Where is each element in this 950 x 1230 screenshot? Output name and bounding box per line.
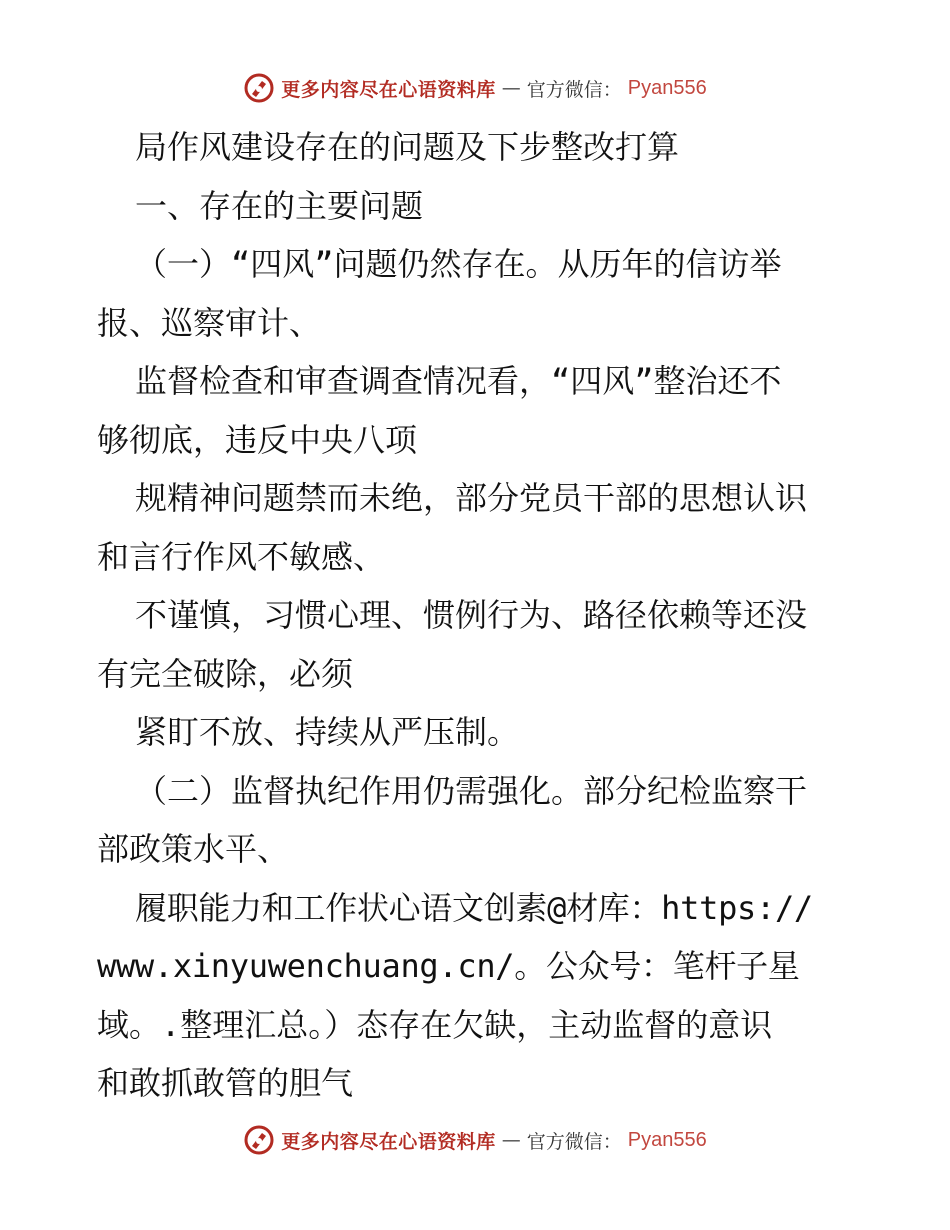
paragraph-line: 和言行作风不敏感、 (97, 537, 386, 576)
watermark-footer (0, 1120, 950, 1160)
paragraph-line: （二）监督执纪作用仍需强化。部分纪检监察干 (135, 771, 808, 810)
paragraph-line: 和敢抓敢管的胆气 (97, 1064, 354, 1102)
paragraph-line: 报、巡察审计、 (97, 303, 322, 342)
watermark-dash: — (501, 1129, 521, 1151)
watermark-dash: — (501, 77, 521, 99)
watermark-label: 官方微信： (526, 1130, 622, 1153)
document-body (97, 118, 857, 1113)
document-title: 局作风建设存在的问题及下步整改打算 (135, 128, 680, 166)
paragraph-line: www.xinyuwenchuang.cn/。公众号：笔杆子星 (97, 947, 800, 985)
paragraph-line: 监督检查和审查调查情况看，“四风”整治还不 (135, 362, 782, 400)
paragraph-line: 紧盯不放、持续从严压制。 (135, 713, 520, 751)
watermark-header (0, 68, 950, 108)
paragraph-line: 够彻底，违反中央八项 (97, 420, 418, 459)
section-heading: 一、存在的主要问题 (135, 186, 424, 225)
paragraph-line: 域。.整理汇总。）态存在欠缺，主动监督的意识 (97, 1005, 773, 1044)
paragraph-line: 规精神问题禁而未绝，部分党员干部的思想认识 (135, 479, 808, 517)
paragraph-line: 履职能力和工作状心语文创素@材库：https:// (135, 888, 813, 927)
paragraph-line: （一）“四风”问题仍然存在。从历年的信访举 (135, 245, 782, 283)
watermark-main-text: 更多内容尽在心语资料库 (281, 78, 496, 101)
watermark-label: 官方微信： (526, 78, 622, 101)
watermark-main-text: 更多内容尽在心语资料库 (281, 1130, 496, 1153)
paragraph-line: 有完全破除，必须 (97, 654, 354, 693)
paragraph-line: 不谨慎，习惯心理、惯例行为、路径依赖等还没 (135, 596, 808, 634)
red-circle-logo-icon (243, 72, 275, 104)
red-circle-logo-icon (243, 1124, 275, 1156)
watermark-wechat-id: Pyan556 (627, 1128, 707, 1151)
paragraph-line: 部政策水平、 (97, 830, 290, 868)
watermark-wechat-id: Pyan556 (627, 76, 707, 99)
